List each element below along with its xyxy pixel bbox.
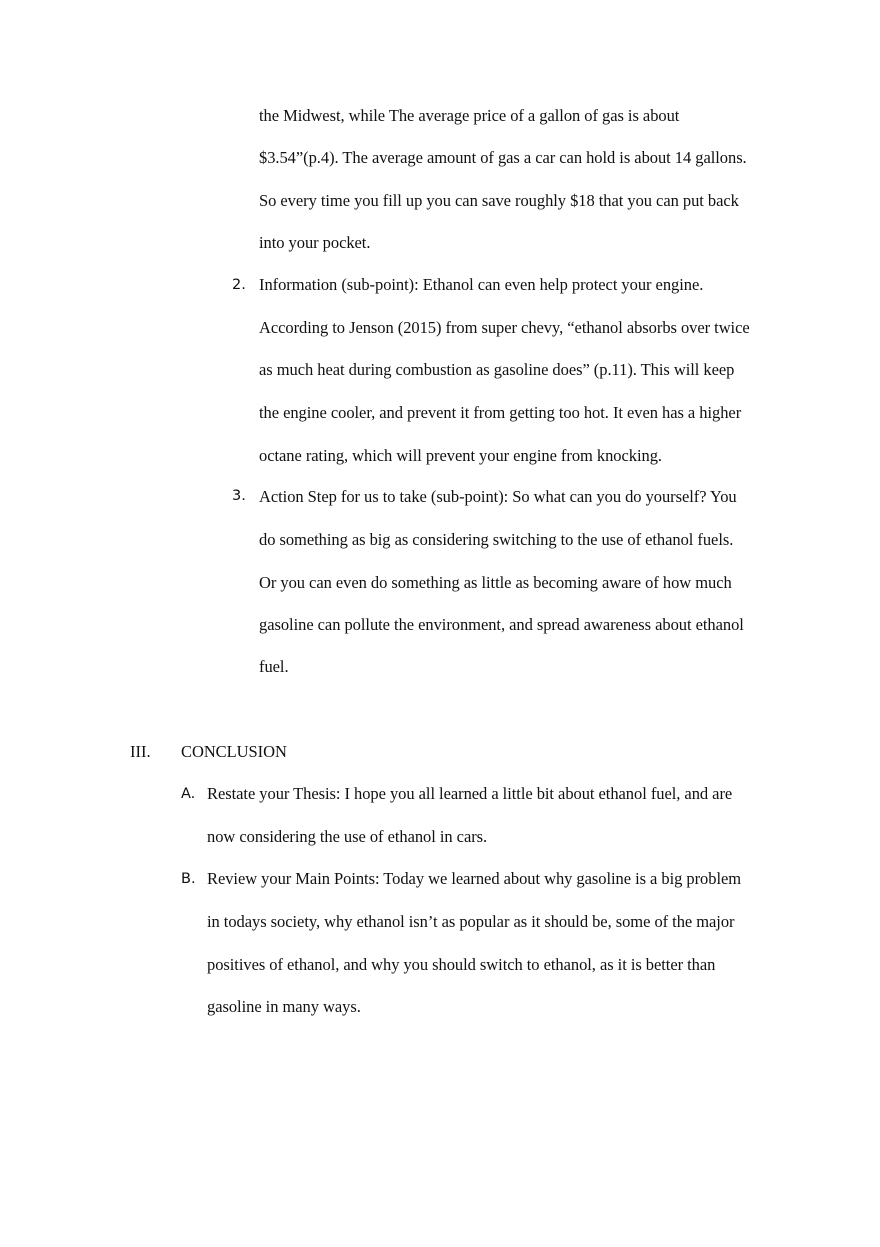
text-line: gasoline in many ways. <box>207 997 361 1016</box>
text-line: $3.54”(p.4). The average amount of gas a car can hold is about 14 gallons. <box>259 148 747 167</box>
text-line: Information (sub-point): Ethanol can even help protect your engine. <box>259 275 704 294</box>
list-letter: A. <box>181 786 196 802</box>
text-line: now considering the use of ethanol in cars. <box>207 827 488 846</box>
text-line: Or you can even do something as little as becoming aware of how much <box>259 573 732 592</box>
text-line: the engine cooler, and prevent it from getting too hot. It even has a higher <box>259 403 742 422</box>
text-line: Review your Main Points: Today we learned about why gasoline is a big problem <box>207 869 742 888</box>
text-line: do something as big as considering switching to the use of ethanol fuels. <box>259 530 734 549</box>
text-line: into your pocket. <box>259 233 371 252</box>
list-letter: B. <box>181 871 196 887</box>
text-line: Action Step for us to take (sub-point): So what can you do yourself? You <box>259 487 737 506</box>
text-line: Restate your Thesis: I hope you all learned a little bit about ethanol fuel, and are <box>207 784 733 803</box>
text-line: According to Jenson (2015) from super chevy, “ethanol absorbs over twice <box>259 318 750 337</box>
text-line: gasoline can pollute the environment, and spread awareness about ethanol <box>259 615 744 634</box>
section-numeral: III. <box>130 742 151 761</box>
list-number: 3. <box>232 488 246 504</box>
text-line: fuel. <box>259 657 289 676</box>
text-line: So every time you fill up you can save roughly $18 that you can put back <box>259 191 739 210</box>
text-line: as much heat during combustion as gasoline does” (p.11). This will keep <box>259 360 735 379</box>
section-heading: CONCLUSION <box>181 742 287 761</box>
text-line: octane rating, which will prevent your engine from knocking. <box>259 446 662 465</box>
text-line: the Midwest, while The average price of a gallon of gas is about <box>259 106 680 125</box>
text-line: positives of ethanol, and why you should switch to ethanol, as it is better than <box>207 955 716 974</box>
list-number: 2. <box>232 277 246 293</box>
text-line: in todays society, why ethanol isn’t as popular as it should be, some of the major <box>207 912 735 931</box>
